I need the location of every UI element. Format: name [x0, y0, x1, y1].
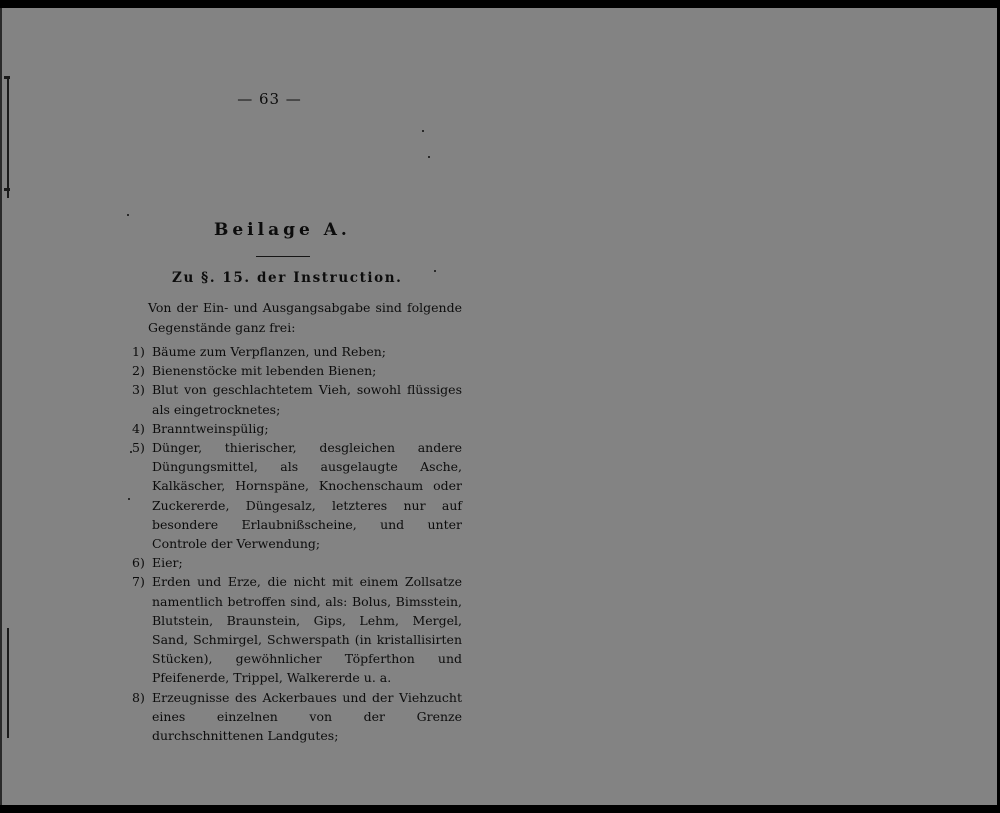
list-item — [132, 553, 462, 572]
appendix-title: Beilage A. — [214, 220, 351, 240]
item-number: 7) — [132, 574, 145, 590]
binding-edge-mark — [4, 188, 10, 191]
scan-speck — [434, 270, 436, 272]
scan-speck — [422, 130, 424, 132]
scan-speck — [127, 214, 129, 216]
list-item — [132, 438, 462, 553]
page-number: — 63 — — [237, 90, 302, 108]
scanned-page — [0, 8, 997, 805]
intro-text: Von der Ein- und Ausgangsabgabe sind folgende Gegenstände ganz frei: — [148, 300, 462, 335]
item-text: Blut von geschlachtetem Vieh, sowohl flüssiges als eingetrocknetes; — [152, 382, 462, 417]
list-item — [132, 361, 462, 380]
scan-speck — [428, 156, 430, 158]
exempt-goods-list — [132, 342, 462, 745]
title-rule — [256, 256, 310, 257]
binding-edge-mark — [4, 76, 10, 79]
list-item — [132, 419, 462, 438]
scan-speck — [128, 498, 130, 500]
binding-edge-line — [7, 78, 9, 198]
list-item — [132, 688, 462, 746]
item-number: 2) — [132, 363, 145, 379]
item-text: Bienenstöcke mit lebenden Bienen; — [152, 363, 377, 379]
item-number: 8) — [132, 689, 145, 705]
item-text: Erden und Erze, die nicht mit einem Zollsatze namentlich betroffen sind, als: Bolus, Bimsstein, Blutstein, Braunstein, Gips, Lehm, Mergel, Sand, Schmirgel, Schwerspath (in kristallisirten Stücken), gewöhnlicher Töpferthon und Pfeifenerde, Trippel, Walkererde u. a. — [152, 574, 462, 686]
intro-paragraph — [132, 298, 462, 338]
item-number: 5) — [132, 440, 145, 456]
item-number: 1) — [132, 344, 145, 359]
list-item — [132, 380, 462, 418]
list-item — [132, 572, 462, 687]
item-number: 3) — [132, 382, 145, 398]
item-text: Branntweinspülig; — [152, 420, 269, 436]
item-number: 6) — [132, 555, 145, 571]
list-item — [132, 342, 462, 361]
book-page-text — [132, 90, 462, 744]
item-text: Erzeugnisse des Ackerbaues und der Viehzucht eines einzelnen von der Grenze durchschnittenen Landgutes; — [152, 689, 462, 744]
section-subtitle: Zu §. 15. der Instruction. — [172, 270, 403, 286]
binding-edge-line — [7, 628, 9, 738]
item-number: 4) — [132, 420, 145, 436]
item-text: Bäume zum Verpflanzen, und Reben; — [152, 344, 386, 359]
item-text: Eier; — [152, 555, 183, 571]
item-text: Dünger, thierischer, desgleichen andere Düngungsmittel, als ausgelaugte Asche, Kalkäscher, Hornspäne, Knochenschaum oder Zuckererde, Düngesalz, letzteres nur auf besondere Erlaubnißscheine, und unter Controle der Verwendung; — [152, 440, 462, 552]
